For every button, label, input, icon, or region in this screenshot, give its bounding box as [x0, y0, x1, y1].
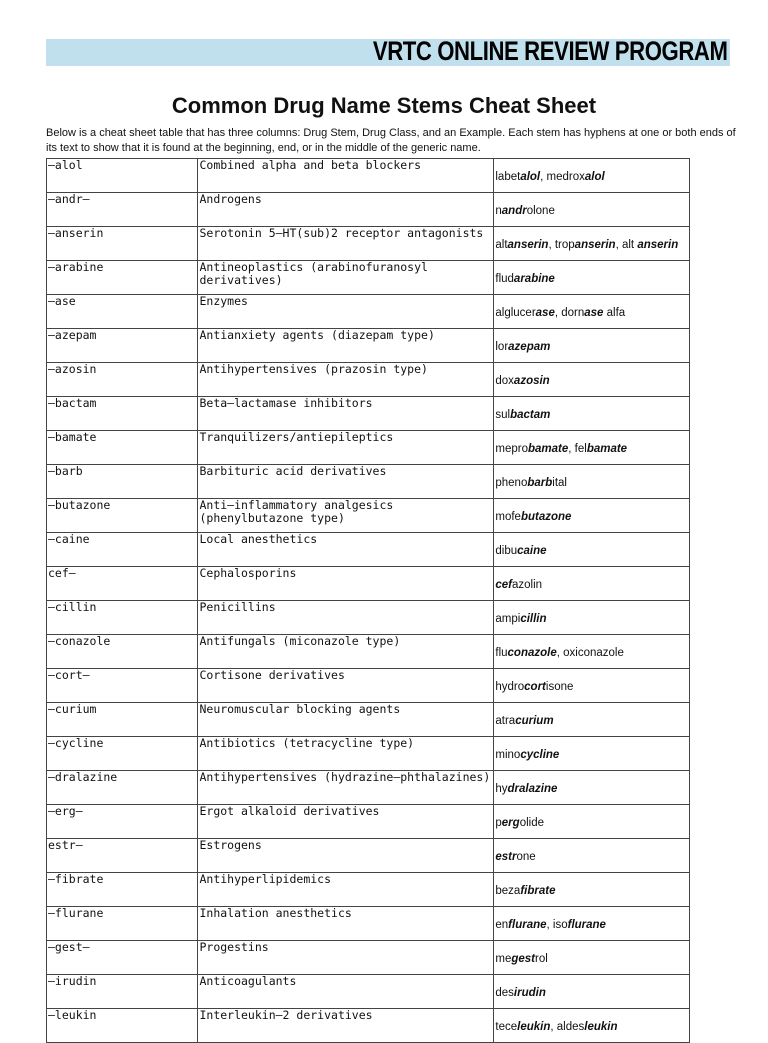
example-text: dibu [495, 545, 518, 557]
table-row [47, 261, 690, 295]
stem-cell: –bamate [47, 431, 198, 465]
table-row [47, 533, 690, 567]
stem-cell: –bactam [47, 397, 198, 431]
stem-highlight: irudin [513, 987, 546, 999]
stem-highlight: azepam [508, 341, 551, 353]
stem-cell: cef– [47, 567, 198, 601]
table-row [47, 873, 690, 907]
table-row [47, 499, 690, 533]
stem-cell: –alol [47, 159, 198, 193]
stem-cell: estr– [47, 839, 198, 873]
table-row [47, 431, 690, 465]
table-row [47, 941, 690, 975]
example-cell [494, 737, 690, 771]
class-cell: Anticoagulants [198, 975, 494, 1009]
example-cell [494, 873, 690, 907]
stem-highlight: barb [527, 477, 553, 489]
stem-cell: –cycline [47, 737, 198, 771]
example-text: beza [495, 885, 521, 897]
table-row [47, 193, 690, 227]
example-text: , iso [546, 919, 568, 931]
stem-highlight: azosin [513, 375, 550, 387]
example-text: , aldes [550, 1021, 585, 1033]
stem-highlight: gest [511, 953, 536, 965]
example-text: n [495, 205, 502, 217]
example-cell [494, 703, 690, 737]
example-text: olone [526, 205, 555, 217]
intro-paragraph: Below is a cheat sheet table that has three columns: Drug Stem, Drug Class, and an Example. Each stem has hyphens at one or both ends of its text to show that it is found at the beginning, end, or in the middle of the generic name. [46, 127, 736, 154]
stem-highlight: anserin [574, 239, 616, 251]
example-text: flud [495, 273, 514, 285]
table-row [47, 669, 690, 703]
example-text: , oxiconazole [556, 647, 624, 659]
class-cell: Cortisone derivatives [198, 669, 494, 703]
stem-highlight: bamate [527, 443, 569, 455]
table-row [47, 975, 690, 1009]
table-row [47, 703, 690, 737]
example-text: mepro [495, 443, 528, 455]
example-cell [494, 261, 690, 295]
example-cell [494, 431, 690, 465]
stem-highlight: arabine [513, 273, 555, 285]
stem-highlight: dralazine [507, 783, 558, 795]
stem-cell: –barb [47, 465, 198, 499]
stem-highlight: bactam [510, 409, 551, 421]
stem-highlight: anserin [507, 239, 549, 251]
example-text: hydro [495, 681, 525, 693]
class-cell: Cephalosporins [198, 567, 494, 601]
table-row [47, 227, 690, 261]
table-row [47, 839, 690, 873]
stem-cell: –conazole [47, 635, 198, 669]
table-row [47, 159, 690, 193]
stem-cell: –andr– [47, 193, 198, 227]
stem-highlight: fibrate [520, 885, 556, 897]
example-cell [494, 159, 690, 193]
example-cell [494, 669, 690, 703]
stem-highlight: andr [501, 205, 527, 217]
example-text: ital [552, 477, 567, 489]
example-text: atra [495, 715, 516, 727]
example-cell [494, 227, 690, 261]
class-cell: Antihypertensives (prazosin type) [198, 363, 494, 397]
example-cell [494, 499, 690, 533]
example-text: alt [495, 239, 508, 251]
table-row [47, 295, 690, 329]
stem-cell: –cort– [47, 669, 198, 703]
table-row [47, 329, 690, 363]
stem-highlight: conazole [507, 647, 557, 659]
class-cell: Interleukin–2 derivatives [198, 1009, 494, 1043]
table-row [47, 737, 690, 771]
example-text: isone [545, 681, 574, 693]
class-cell: Progestins [198, 941, 494, 975]
example-cell [494, 839, 690, 873]
class-cell: Antifungals (miconazole type) [198, 635, 494, 669]
example-cell [494, 1009, 690, 1043]
class-cell: Neuromuscular blocking agents [198, 703, 494, 737]
class-cell: Tranquilizers/antiepileptics [198, 431, 494, 465]
example-cell [494, 295, 690, 329]
example-text: , trop [548, 239, 575, 251]
stem-cell: –curium [47, 703, 198, 737]
class-cell: Inhalation anesthetics [198, 907, 494, 941]
stem-highlight: leukin [584, 1021, 618, 1033]
stem-cell: –leukin [47, 1009, 198, 1043]
example-text: dox [495, 375, 514, 387]
class-cell: Antihyperlipidemics [198, 873, 494, 907]
example-cell [494, 465, 690, 499]
stem-cell: –flurane [47, 907, 198, 941]
example-text: labet [495, 171, 521, 183]
table-row [47, 771, 690, 805]
class-cell: Antihypertensives (hydrazine–phthalazines) [198, 771, 494, 805]
class-cell: Combined alpha and beta blockers [198, 159, 494, 193]
class-cell: Ergot alkaloid derivatives [198, 805, 494, 839]
drug-stems-table [46, 158, 690, 1043]
example-cell [494, 805, 690, 839]
table-row [47, 397, 690, 431]
class-cell: Local anesthetics [198, 533, 494, 567]
table-row [47, 465, 690, 499]
class-cell: Antineoplastics (arabinofuranosyl derivatives) [198, 261, 494, 295]
example-cell [494, 601, 690, 635]
example-cell [494, 533, 690, 567]
class-cell: Antianxiety agents (diazepam type) [198, 329, 494, 363]
example-text: mino [495, 749, 521, 761]
stem-highlight: erg [501, 817, 520, 829]
example-text: flu [495, 647, 508, 659]
example-cell [494, 635, 690, 669]
example-text: lor [495, 341, 509, 353]
example-text: sul [495, 409, 511, 421]
class-cell: Androgens [198, 193, 494, 227]
stem-cell: –fibrate [47, 873, 198, 907]
example-text: alglucer [495, 307, 536, 319]
stem-highlight: cort [524, 681, 546, 693]
stem-highlight: cycline [520, 749, 560, 761]
class-cell: Barbituric acid derivatives [198, 465, 494, 499]
stem-highlight: anserin [637, 239, 679, 251]
example-cell [494, 907, 690, 941]
table-row [47, 363, 690, 397]
example-text: azolin [512, 579, 543, 591]
example-text: p [495, 817, 502, 829]
stem-cell: –arabine [47, 261, 198, 295]
table-row [47, 635, 690, 669]
example-text: ampi [495, 613, 521, 625]
example-cell [494, 771, 690, 805]
stem-highlight: leukin [517, 1021, 551, 1033]
table-row [47, 805, 690, 839]
example-cell [494, 329, 690, 363]
class-cell: Serotonin 5–HT(sub)2 receptor antagonists [198, 227, 494, 261]
example-text: olide [519, 817, 544, 829]
stem-cell: –ase [47, 295, 198, 329]
stem-cell: –butazone [47, 499, 198, 533]
stem-highlight: alol [584, 171, 605, 183]
example-text: pheno [495, 477, 528, 489]
stem-highlight: ase [584, 307, 604, 319]
example-text: one [516, 851, 536, 863]
stem-highlight: estr [495, 851, 517, 863]
stem-highlight: alol [520, 171, 541, 183]
stem-highlight: curium [515, 715, 554, 727]
stem-cell: –azepam [47, 329, 198, 363]
class-cell: Anti–inflammatory analgesics (phenylbutazone type) [198, 499, 494, 533]
stem-highlight: butazone [520, 511, 572, 523]
stem-highlight: bamate [586, 443, 628, 455]
class-cell: Enzymes [198, 295, 494, 329]
example-text: mofe [495, 511, 521, 523]
stem-cell: –dralazine [47, 771, 198, 805]
table-row [47, 567, 690, 601]
table-row [47, 1009, 690, 1043]
example-text: , medrox [540, 171, 585, 183]
example-cell [494, 975, 690, 1009]
banner-title: VRTC ONLINE REVIEW PROGRAM [373, 36, 728, 66]
stem-highlight: ase [535, 307, 555, 319]
stem-cell: –azosin [47, 363, 198, 397]
example-text: hy [495, 783, 508, 795]
example-cell [494, 193, 690, 227]
page-title: Common Drug Name Stems Cheat Sheet [171, 93, 597, 118]
stem-cell: –cillin [47, 601, 198, 635]
example-cell [494, 397, 690, 431]
stem-highlight: flurane [508, 919, 547, 931]
stem-cell: –irudin [47, 975, 198, 1009]
example-text: tece [495, 1021, 518, 1033]
class-cell: Beta–lactamase inhibitors [198, 397, 494, 431]
example-text: me [495, 953, 512, 965]
class-cell: Penicillins [198, 601, 494, 635]
example-text: , alt [615, 239, 638, 251]
table-body [47, 159, 690, 1043]
example-text: , dorn [554, 307, 585, 319]
stem-cell: –caine [47, 533, 198, 567]
example-text: alfa [603, 307, 626, 319]
stem-highlight: cillin [520, 613, 547, 625]
stem-highlight: caine [517, 545, 547, 557]
stem-highlight: cef [495, 579, 512, 591]
class-cell: Estrogens [198, 839, 494, 873]
example-text: des [495, 987, 514, 999]
table-row [47, 907, 690, 941]
header-banner [46, 36, 730, 66]
example-text: rol [535, 953, 548, 965]
example-text: , fel [568, 443, 587, 455]
example-text: en [495, 919, 509, 931]
stem-cell: –gest– [47, 941, 198, 975]
example-cell [494, 941, 690, 975]
stem-highlight: flurane [567, 919, 606, 931]
stem-cell: –anserin [47, 227, 198, 261]
example-cell [494, 567, 690, 601]
stem-cell: –erg– [47, 805, 198, 839]
example-cell [494, 363, 690, 397]
table-row [47, 601, 690, 635]
class-cell: Antibiotics (tetracycline type) [198, 737, 494, 771]
